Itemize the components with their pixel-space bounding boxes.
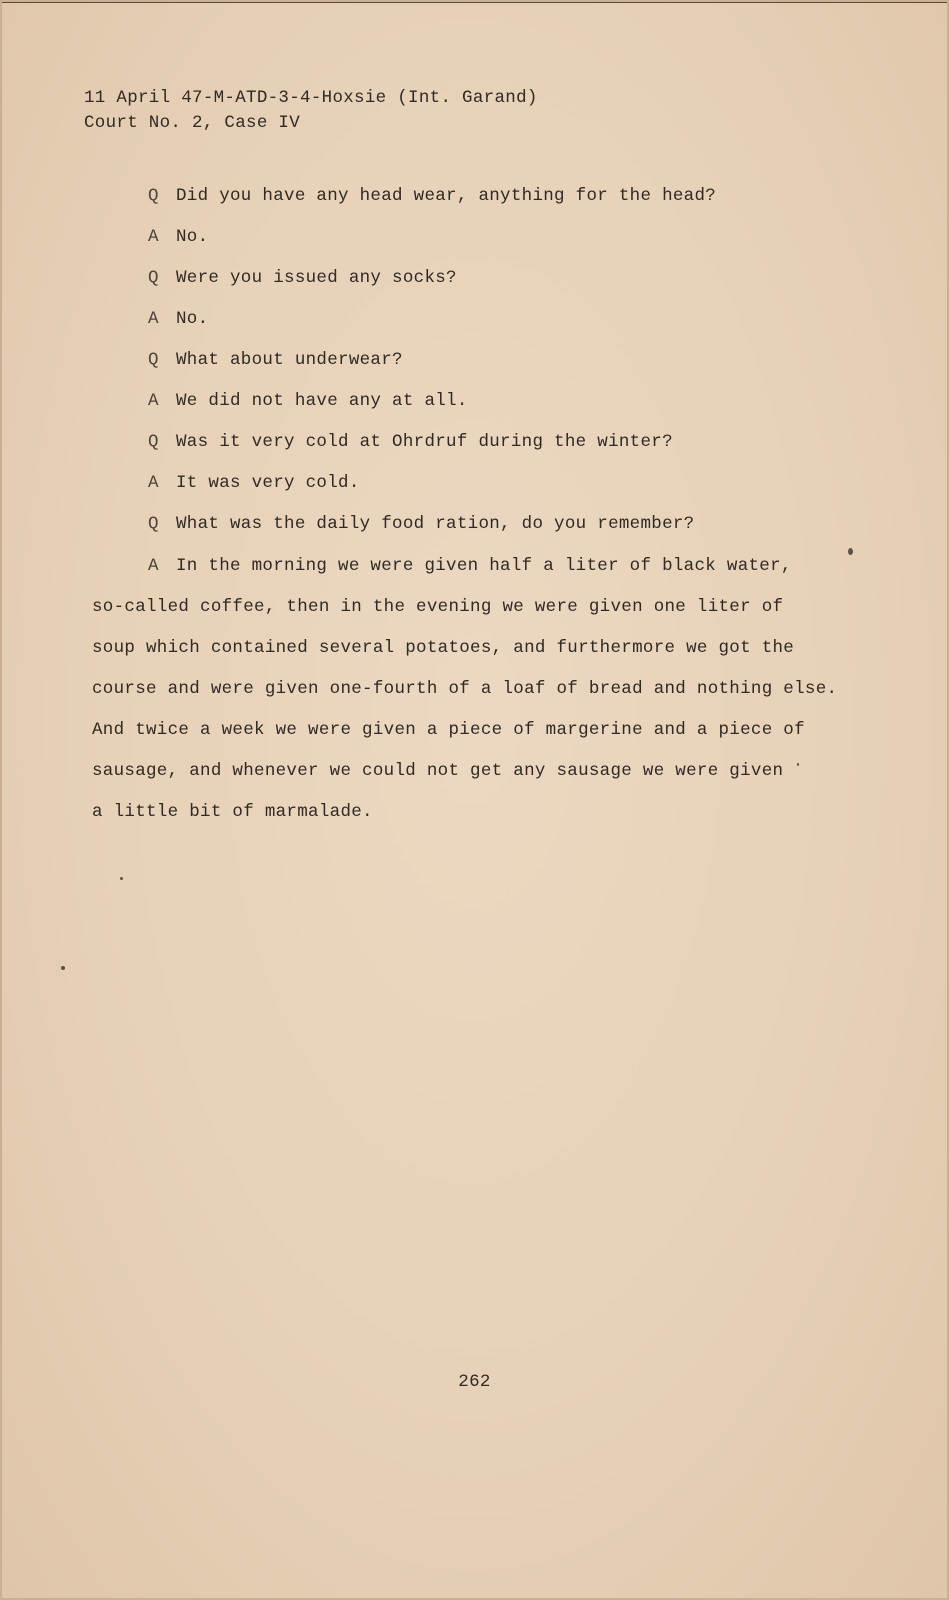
answer-row [148,391,848,432]
header-case-reference: 11 April 47-M-ATD-3-4-Hoxsie (Int. Garand) [84,88,538,108]
qa-text: No. [176,309,209,329]
testimony-qa-list [148,186,848,555]
paragraph-line: a little bit of marmalade. [92,802,373,822]
qa-marker: Q [148,186,159,206]
qa-text: It was very cold. [176,473,360,493]
question-row [148,350,848,391]
paragraph-line: so-called coffee, then in the evening we were given one liter of [92,597,784,617]
qa-text: Was it very cold at Ohrdruf during the winter? [176,432,673,452]
qa-text: We did not have any at all. [176,391,468,411]
qa-text: No. [176,227,209,247]
question-row [148,514,848,555]
qa-marker: A [148,227,159,247]
document-header [84,86,538,136]
paragraph-line: In the morning we were given half a liter of black water, [176,556,792,576]
paper-speck [797,763,799,766]
qa-text: What was the daily food ration, do you remember? [176,514,695,534]
qa-marker: Q [148,268,159,288]
paper-speck [61,966,65,970]
paper-speck [120,877,123,880]
paragraph-indent [92,556,148,597]
qa-text: What about underwear? [176,350,403,370]
answer-row [148,309,848,350]
qa-text: Were you issued any socks? [176,268,457,288]
qa-marker: A [148,556,159,576]
qa-marker: Q [148,514,159,534]
page-number: 262 [458,1372,491,1392]
question-row [148,432,848,473]
qa-marker: Q [148,432,159,452]
qa-marker: A [148,309,159,329]
qa-text: Did you have any head wear, anything for the head? [176,186,717,206]
answer-row [148,473,848,514]
paragraph-line: soup which contained several potatoes, and furthermore we got the [92,638,795,658]
question-row [148,268,848,309]
paragraph-line: And twice a week we were given a piece of margerine and a piece of [92,720,805,740]
question-row [148,186,848,227]
long-answer-paragraph [92,556,838,843]
paragraph-line: course and were given one-fourth of a loaf of bread and nothing else. [92,679,838,699]
qa-marker: A [148,473,159,493]
paper-speck [848,548,853,555]
qa-marker: A [148,391,159,411]
header-court-line: Court No. 2, Case IV [84,113,301,133]
paragraph-line: sausage, and whenever we could not get any sausage we were given [92,761,784,781]
answer-row [148,227,848,268]
qa-marker: Q [148,350,159,370]
answer-row [92,556,812,597]
